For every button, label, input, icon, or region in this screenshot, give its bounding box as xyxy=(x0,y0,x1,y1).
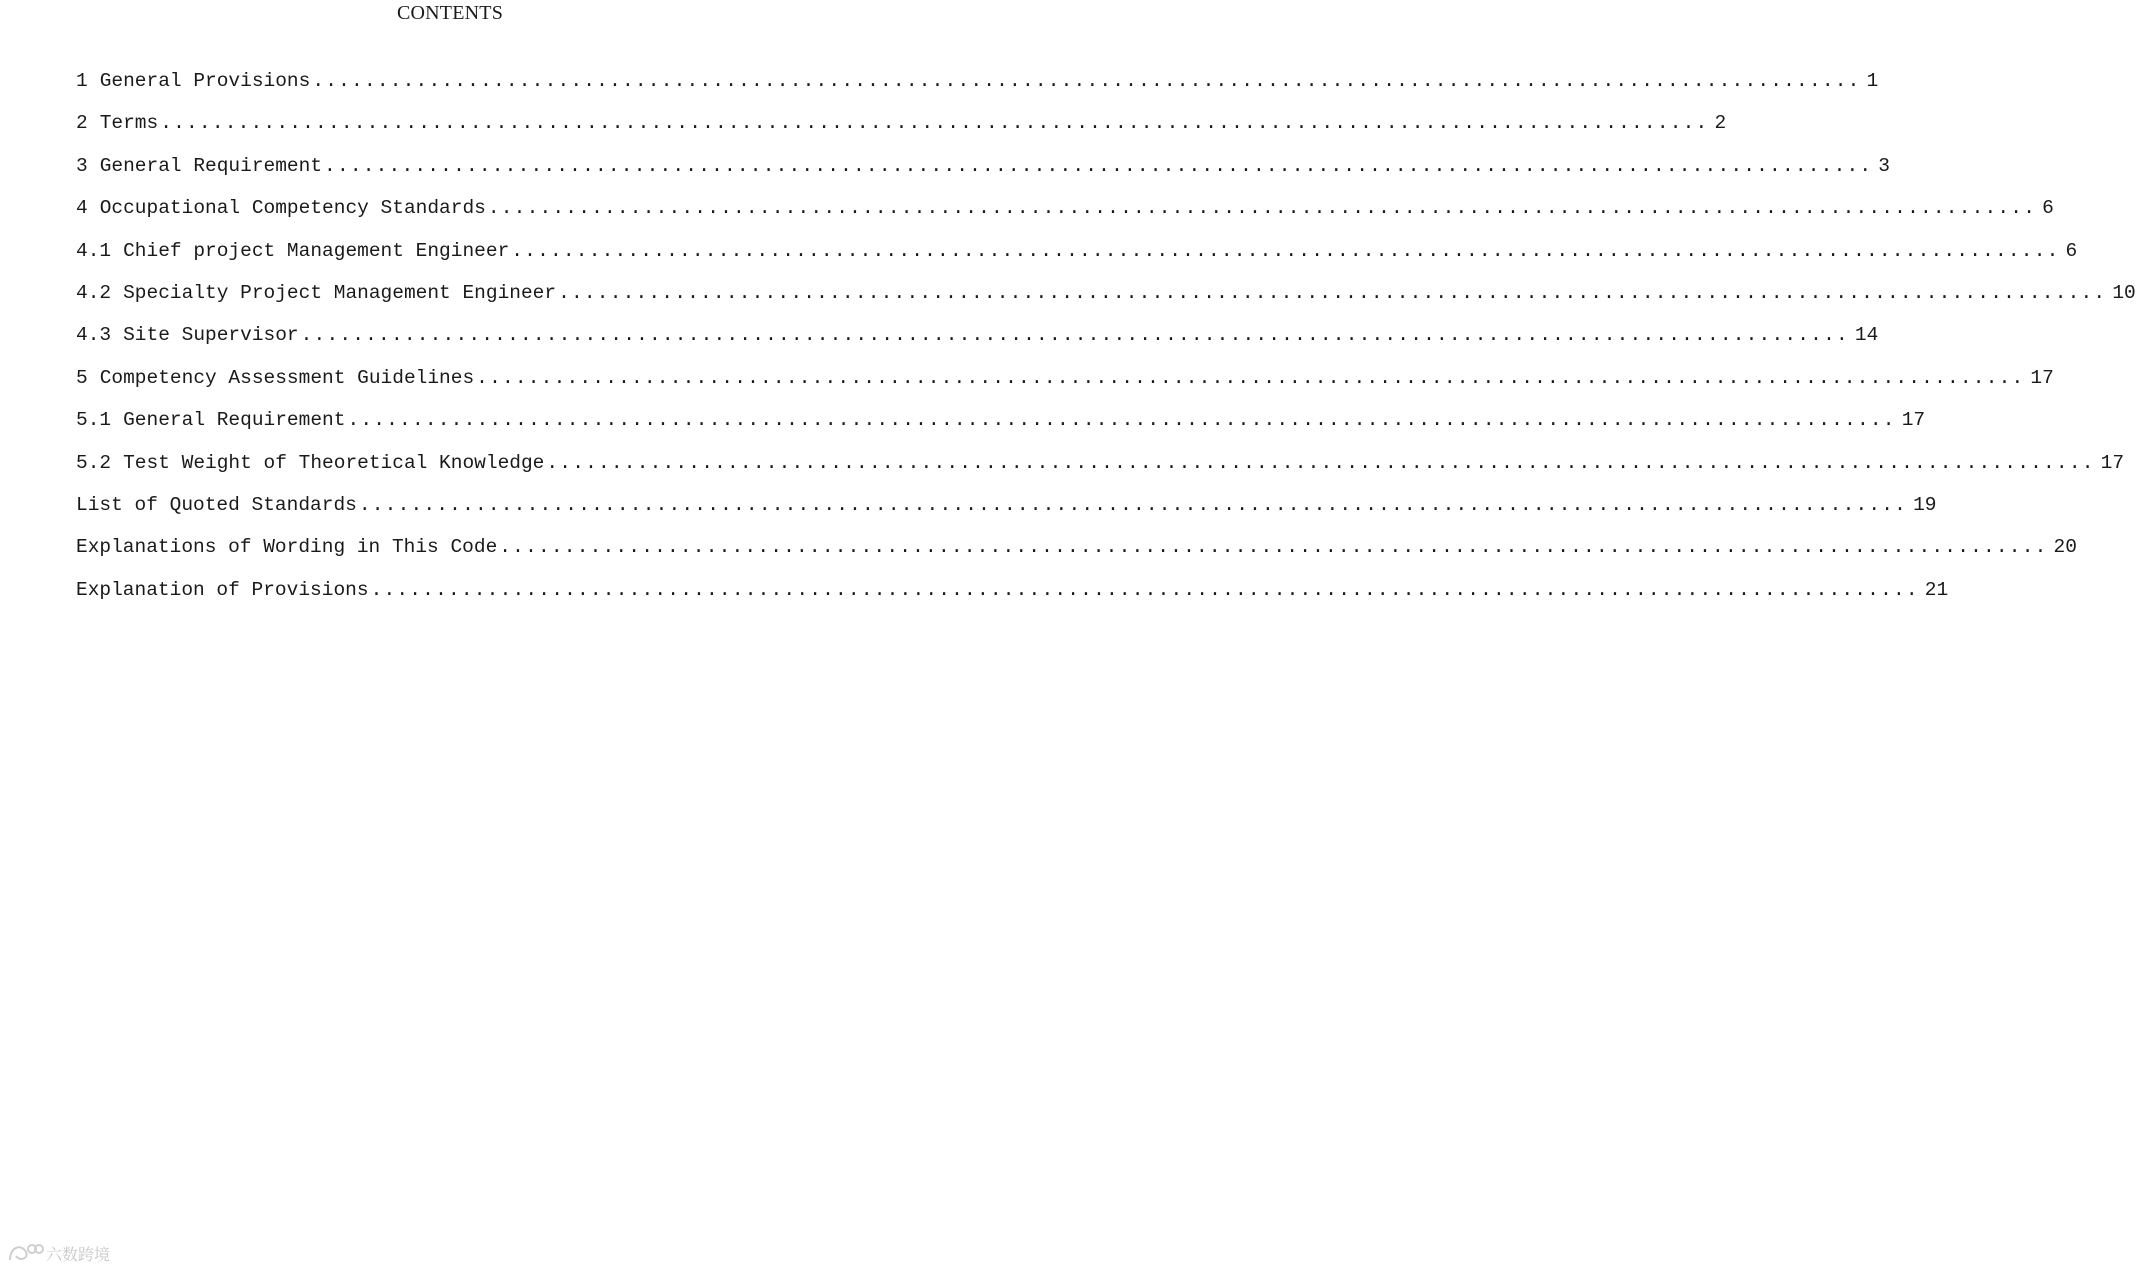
toc-entry-label: List of Quoted Standards xyxy=(76,493,357,516)
toc-entry-number: 2 xyxy=(76,112,88,135)
toc-entry-label: Explanations of Wording in This Code xyxy=(76,536,498,559)
toc-entry[interactable] xyxy=(76,154,1890,197)
toc-entry-page: 21 xyxy=(1924,578,1949,601)
toc-entry-label: General Requirement xyxy=(123,409,346,432)
dot-leader: ........................................................................................................................ xyxy=(487,197,2037,220)
toc-entry-label: General Provisions xyxy=(99,70,311,92)
toc-entry[interactable] xyxy=(76,536,2077,578)
dot-leader: ........................................................................................................................ xyxy=(476,366,2025,389)
toc-entry-page: 6 xyxy=(2042,197,2054,220)
toc-entry-label: Site Supervisor xyxy=(123,324,299,347)
toc-entry[interactable] xyxy=(76,112,1727,154)
toc-entry-number: 1 xyxy=(76,70,88,92)
toc-entry-page: 2 xyxy=(1714,112,1727,135)
dot-leader: ........................................................................................................................ xyxy=(347,409,1896,432)
toc-entry-number: 4 xyxy=(76,197,88,220)
toc-entry-number: 4.1 xyxy=(76,239,112,262)
toc-entry[interactable] xyxy=(76,197,2054,239)
dot-leader: ........................................................................................................................ xyxy=(160,112,1709,135)
watermark-logo xyxy=(6,1240,126,1266)
toc-entry-page: 14 xyxy=(1854,324,1879,347)
dot-leader: ........................................................................................................................ xyxy=(358,493,1908,516)
toc-entry-label: Competency Assessment Guidelines xyxy=(99,366,475,389)
dot-leader: ........................................................................................................................ xyxy=(499,536,2048,559)
toc-entry-number: 4.3 xyxy=(76,324,112,347)
toc-entry[interactable] xyxy=(76,493,1937,536)
toc-entry-page: 20 xyxy=(2053,536,2077,559)
toc-entry-page: 19 xyxy=(1913,493,1937,516)
toc-entry-label: General Requirement xyxy=(99,154,323,177)
dot-leader: ........................................................................................................................ xyxy=(558,281,2107,304)
toc-entry-page: 17 xyxy=(2100,451,2125,474)
table-of-contents xyxy=(76,70,2136,621)
toc-entry-label: Test Weight of Theoretical Knowledge xyxy=(123,451,545,474)
watermark-text: 六数跨境 xyxy=(46,1245,111,1264)
toc-entry-number: 5.1 xyxy=(76,409,112,432)
toc-entry-number: 3 xyxy=(76,154,88,177)
page-title: CONTENTS xyxy=(396,2,504,24)
toc-entry[interactable] xyxy=(76,239,2078,282)
toc-entry-number: 5 xyxy=(76,366,88,389)
dot-leader: ........................................................................................................................ xyxy=(511,239,2060,262)
toc-entry[interactable] xyxy=(76,366,2054,409)
toc-entry-page: 17 xyxy=(2030,366,2054,389)
toc-entry-label: Chief project Management Engineer xyxy=(123,239,510,262)
toc-entry-number: 5.2 xyxy=(76,451,112,474)
toc-entry[interactable] xyxy=(76,324,1879,366)
dot-leader: ........................................................................................................................ xyxy=(300,324,1849,347)
toc-entry-page: 17 xyxy=(1901,409,1926,432)
toc-entry-label: Occupational Competency Standards xyxy=(99,197,486,220)
toc-entry[interactable] xyxy=(76,409,1926,451)
toc-entry-page: 6 xyxy=(2065,239,2078,262)
toc-entry-number: 4.2 xyxy=(76,281,112,304)
toc-entry-page: 1 xyxy=(1866,70,1879,92)
toc-entry-page: 3 xyxy=(1878,154,1890,177)
watermark-swirl-icon xyxy=(10,1247,27,1260)
toc-entry[interactable] xyxy=(76,578,1949,621)
toc-entry[interactable] xyxy=(76,451,2125,494)
toc-entry[interactable] xyxy=(76,70,1879,112)
dot-leader: ........................................................................................................................ xyxy=(312,70,1861,92)
toc-entry-label: Explanation of Provisions xyxy=(76,578,369,601)
dot-leader: ........................................................................................................................ xyxy=(324,154,1873,177)
toc-entry[interactable] xyxy=(76,281,2136,324)
dot-leader: ........................................................................................................................ xyxy=(546,451,2095,474)
toc-entry-page: 10 xyxy=(2112,281,2136,304)
dot-leader: ........................................................................................................................ xyxy=(370,578,1919,601)
toc-entry-label: Terms xyxy=(99,112,159,135)
toc-entry-label: Specialty Project Management Engineer xyxy=(123,281,557,304)
